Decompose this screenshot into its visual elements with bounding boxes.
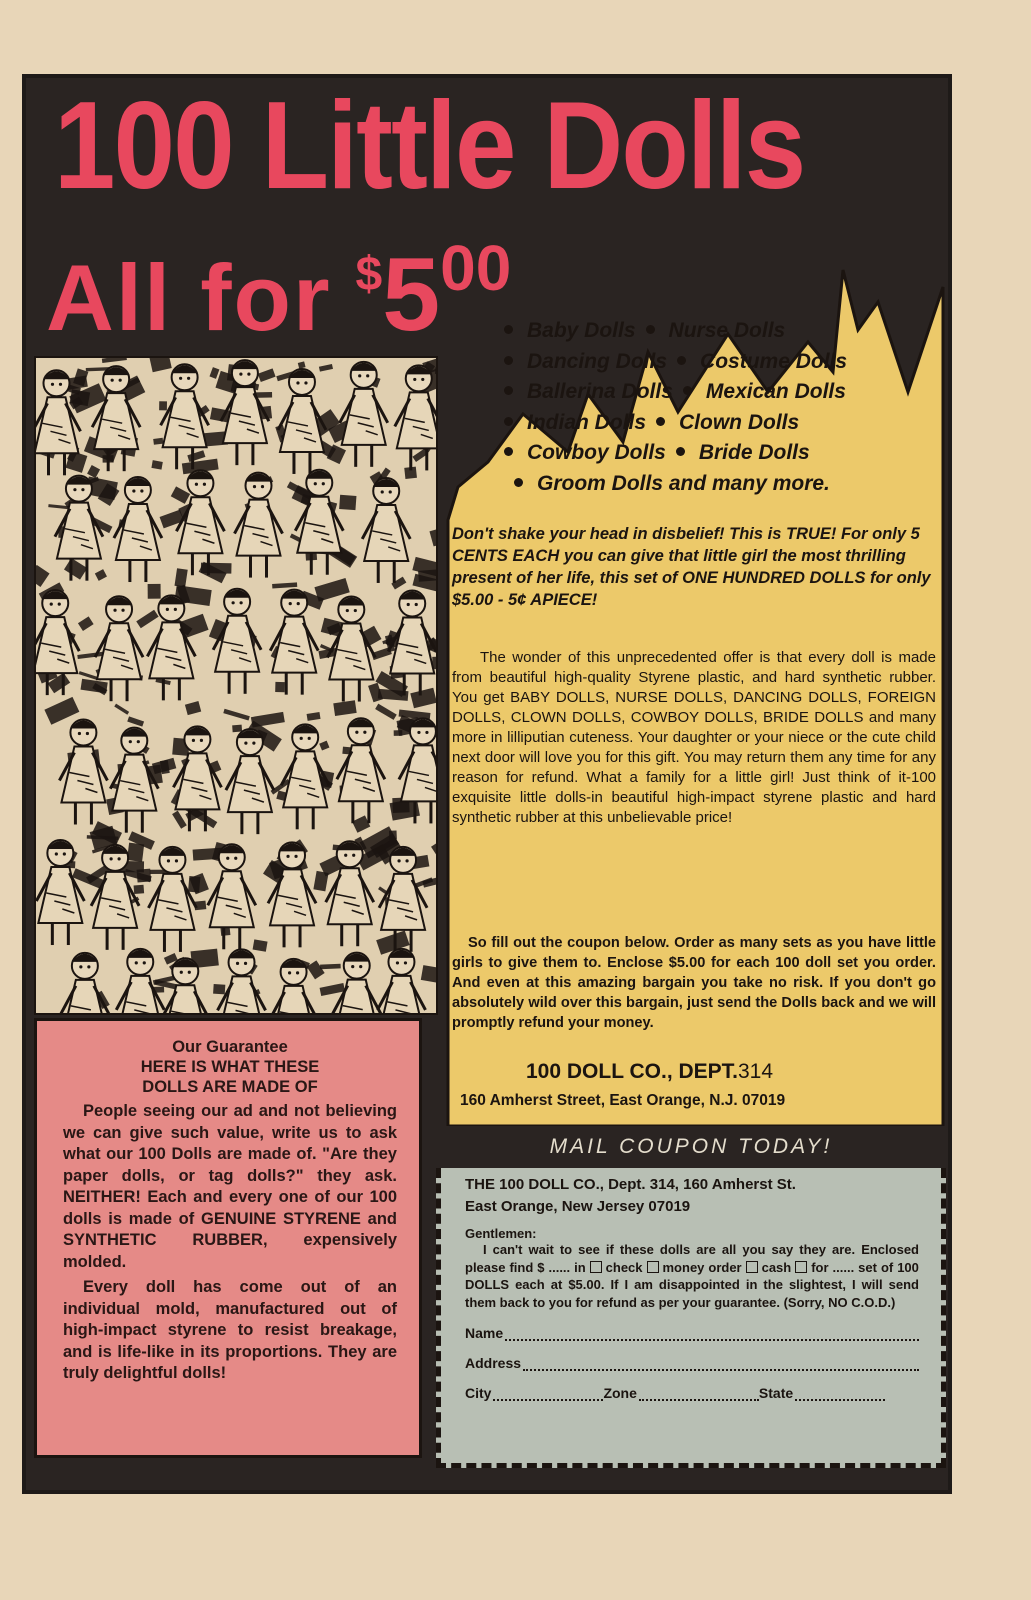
fill-out-paragraph: So fill out the coupon below. Order as many sets as you have little girls to give them to. Enclose $5.00 for each 100 doll set you order. And even at this amazing bargain you take no risk. If you don't go absolutely wild over this bargain, just send the Dolls back and we will promptly refund your money.	[452, 935, 936, 1031]
price-cents: 00	[440, 232, 512, 304]
doll-advertisement	[22, 74, 952, 1494]
all-for-text: All for	[46, 245, 332, 350]
checkbox-icon[interactable]	[647, 1261, 659, 1273]
bullet-icon	[676, 447, 685, 456]
bullet-icon	[677, 356, 686, 365]
bullet-icon	[646, 325, 655, 334]
state-line[interactable]	[795, 1387, 885, 1401]
coupon-address: THE 100 DOLL CO., Dept. 314, 160 Amherst St.	[465, 1176, 796, 1193]
coupon-salutation: Gentlemen:	[465, 1226, 537, 1241]
address-line[interactable]	[523, 1357, 919, 1371]
company-name: 100 DOLL CO., DEPT.314	[526, 1060, 774, 1083]
guarantee-paragraph: People seeing our ad and not believing we can give such value, write us to ask what our 100 Dolls are made of. "Are they paper dolls, or tag dolls?" they ask. NEITHER! Each and every one of our 100 dolls is made of GENUINE STYRENE and SYNTHETIC RUBBER, expensively molded.	[63, 1102, 397, 1271]
doll-types-row: Cowboy Dolls Bride Dolls	[494, 438, 934, 469]
price-dollars: 5	[382, 237, 441, 353]
checkbox-icon[interactable]	[795, 1261, 807, 1273]
name-line[interactable]	[505, 1327, 919, 1341]
guarantee-heading: Our Guarantee	[172, 1038, 288, 1056]
dolls-illustration	[34, 356, 438, 1015]
bullet-icon	[504, 356, 513, 365]
bullet-icon	[514, 478, 523, 487]
company-address: 160 Amherst Street, East Orange, N.J. 07019	[460, 1092, 786, 1109]
coupon-header: MAIL COUPON TODAY!	[436, 1126, 946, 1168]
checkbox-icon[interactable]	[746, 1261, 758, 1273]
guarantee-paragraph: Every doll has come out of an individual mold, manufactured out of high-impact styrene to resist breakage, and is life-like in its proportions. They are truly delightful dolls!	[63, 1278, 397, 1382]
name-field[interactable]: Name	[465, 1325, 919, 1341]
coupon-address: East Orange, New Jersey 07019	[465, 1198, 691, 1215]
doll-types-list	[494, 316, 934, 499]
dollar-sign: $	[355, 248, 383, 301]
checkbox-icon[interactable]	[590, 1261, 602, 1273]
bullet-icon	[504, 386, 513, 395]
city-zone-state-field[interactable]: City Zone State	[465, 1385, 919, 1401]
doll-types-row: Baby Dolls Nurse Dolls	[494, 316, 934, 347]
doll-types-row: Groom Dolls and many more.	[494, 469, 934, 500]
guarantee-box	[34, 1018, 422, 1458]
zone-line[interactable]	[639, 1387, 759, 1401]
doll-types-row: Indian Dolls Clown Dolls	[494, 408, 934, 439]
guarantee-subheading: HERE IS WHAT THESE	[140, 1058, 320, 1076]
bullet-icon	[683, 386, 692, 395]
wonder-paragraph: The wonder of this unprecedented offer is that every doll is made from beautiful high-quality Styrene plastic, and hard synthetic rubber. You get BABY DOLLS, NURSE DOLLS, DANCING DOLLS, FOREIGN DOLLS, CLOWN DOLLS, COWBOY DOLLS, BRIDE DOLLS and many more in lilliputian cuteness. Your daughter or your niece or the cute child next door will love you for this gift. You may return them any time for any reason for refund. What a family for a little girl! Just think of it-100 exquisite little dolls-in beautiful high-impact styrene plastic and hard synthetic rubber at this unbelievable price!	[452, 649, 936, 826]
city-line[interactable]	[493, 1387, 603, 1401]
headline: 100 Little Dolls	[54, 77, 805, 215]
doll-types-row: Ballerina Dolls Mexican Dolls	[494, 377, 934, 408]
coupon-body: I can't wait to see if these dolls are all you say they are. Enclosed please find $ ...... in check money order cash for ...... set of 100 DOLLS each at $5.00. If I am disappointed in the slightest, I will send them back to you for refund as per your guarantee. (Sorry, NO C.O.D.)	[465, 1242, 919, 1310]
bullet-icon	[504, 325, 513, 334]
bullet-icon	[656, 417, 665, 426]
disbelief-paragraph: Don't shake your head in disbelief! This is TRUE! For only 5 CENTS EACH you can give that little girl the most thrilling present of her life, this set of ONE HUNDRED DOLLS for only $5.00 - 5¢ APIECE!	[452, 525, 931, 609]
address-field[interactable]: Address	[465, 1355, 919, 1371]
doll-types-row: Dancing Dolls Costume Dolls	[494, 347, 934, 378]
dept-number: 314	[738, 1060, 774, 1083]
bullet-icon	[504, 447, 513, 456]
bullet-icon	[504, 417, 513, 426]
guarantee-subheading: DOLLS ARE MADE OF	[142, 1078, 318, 1096]
order-coupon[interactable]	[436, 1168, 946, 1468]
